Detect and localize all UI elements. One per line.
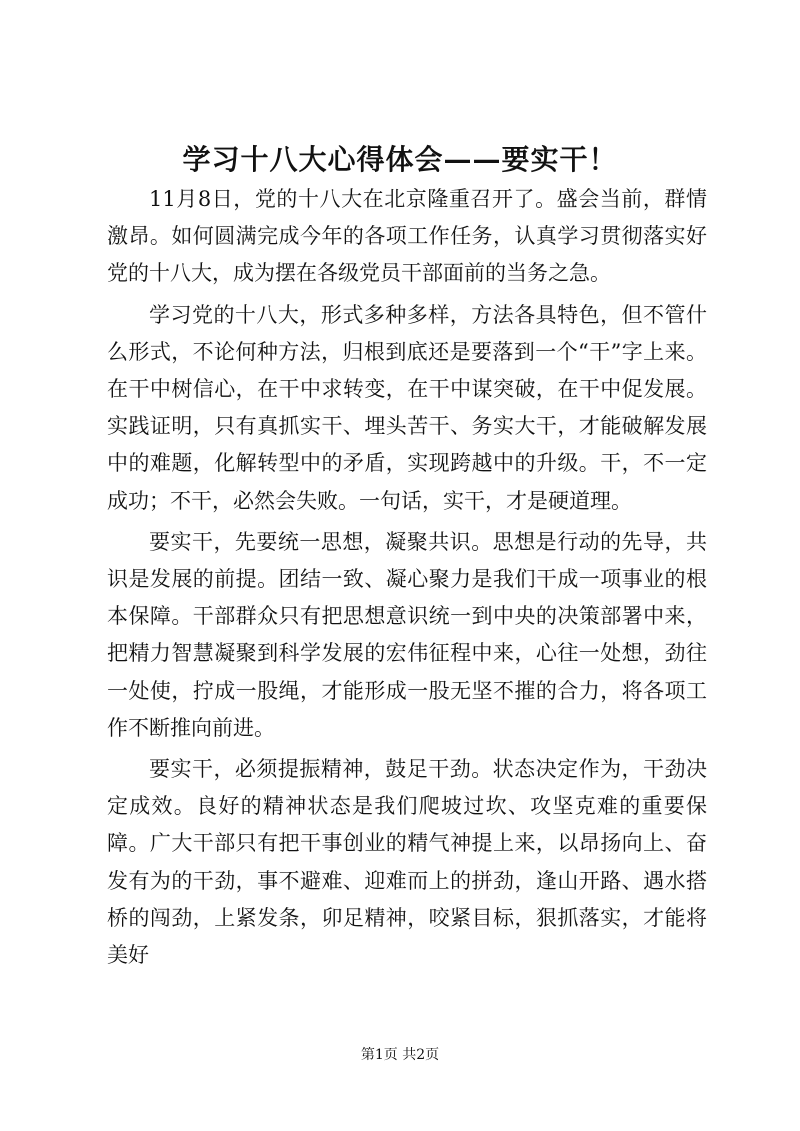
page-footer: 第1页 共2页 bbox=[360, 1047, 440, 1063]
paragraph-1: 11月8日，党的十八大在北京隆重召开了。盛会当前，群情激昂。如何圆满完成今年的各项工作任务，认真学习贯彻落实好党的十八大，成为摆在各级党员干部面前的当务之急。 bbox=[107, 187, 707, 286]
paragraph-3: 要实干，先要统一思想，凝聚共识。思想是行动的先导，共识是发展的前提。团结一致、凝心聚力是我们干成一项事业的根本保障。干部群众只有把思想意识统一到中央的决策部署中来，把精力智慧凝聚到科学发展的宏伟征程中来，心往一处想，劲往一处使，拧成一股绳，才能形成一股无坚不摧的合力，将各项工作不断推向前进。 bbox=[107, 529, 707, 740]
paragraph-4: 要实干，必须提振精神，鼓足干劲。状态决定作为，干劲决定成效。良好的精神状态是我们爬坡过坎、攻坚克难的重要保障。广大干部只有把干事创业的精气神提上来，以昂扬向上、奋发有为的干劲，事不避难、迎难而上的拼劲，逢山开路、遇水搭桥的闯劲，上紧发条，卯足精神，咬紧目标，狠抓落实，才能将美好 bbox=[107, 757, 707, 968]
paragraph-2: 学习党的十八大，形式多种多样，方法各具特色，但不管什么形式，不论何种方法，归根到底还是要落到一个“干”字上来。在干中树信心，在干中求转变，在干中谋突破，在干中促发展。实践证明，只有真抓实干、埋头苦干、务实大干，才能破解发展中的难题，化解转型中的矛盾，实现跨越中的升级。干，不一定成功；不干，必然会失败。一句话，实干，才是硬道理。 bbox=[107, 302, 707, 513]
document-title: 学习十八大心得体会——要实干！ bbox=[182, 143, 618, 176]
document-body bbox=[107, 181, 707, 978]
